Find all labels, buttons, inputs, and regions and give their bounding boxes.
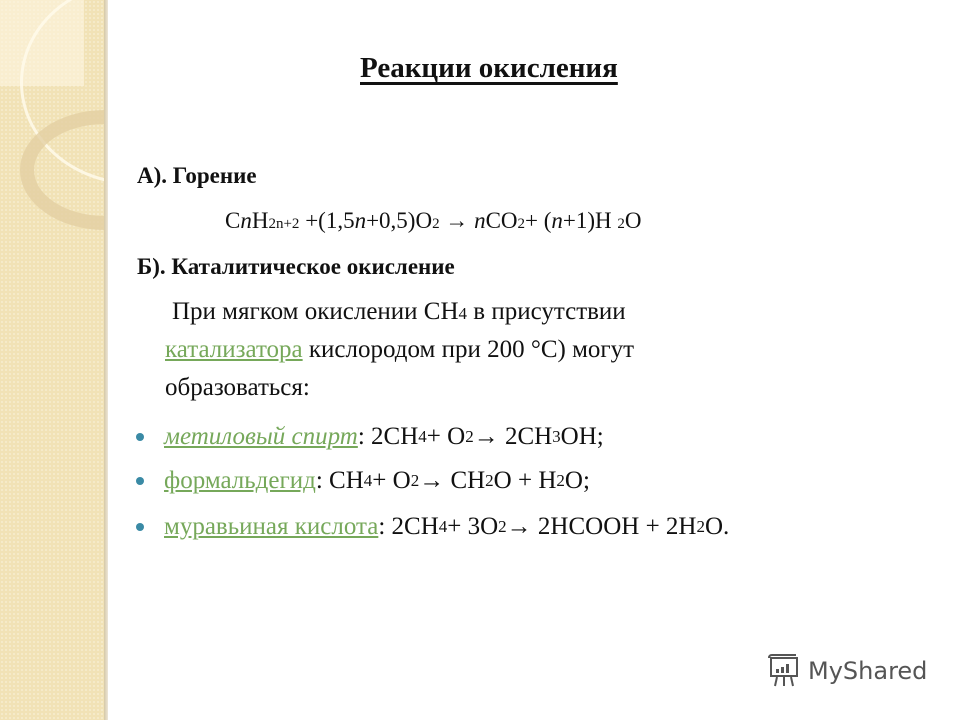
eq-text: + O bbox=[372, 467, 411, 494]
eq-text: → 2CH bbox=[473, 423, 553, 450]
eq-subscript: 2 bbox=[465, 427, 474, 446]
presentation-board-icon bbox=[766, 654, 802, 688]
slide-title: Реакции окисления bbox=[360, 52, 618, 84]
eq-text: O; bbox=[564, 467, 590, 494]
paragraph-line-3: образоваться: bbox=[165, 374, 310, 401]
watermark-text: MyShared bbox=[808, 657, 928, 685]
section-b-heading: Б). Каталитическое окисление bbox=[137, 254, 455, 279]
eq-subscript: 2 bbox=[617, 216, 625, 232]
para-text: в присутствии bbox=[467, 298, 626, 325]
formaldehyde-link[interactable]: формальдегид bbox=[164, 467, 316, 494]
eq-text: + ( bbox=[525, 208, 552, 233]
eq-subscript: 3 bbox=[552, 427, 561, 446]
bullet-icon bbox=[136, 523, 144, 531]
eq-text: : CH bbox=[315, 467, 364, 494]
eq-text: → CH bbox=[419, 467, 486, 494]
watermark-logo bbox=[766, 654, 927, 688]
paragraph-line-2 bbox=[165, 336, 634, 364]
eq-subscript: 2 bbox=[696, 517, 705, 536]
list-item bbox=[136, 467, 590, 495]
eq-text: +1)H bbox=[562, 208, 618, 233]
eq-text: O + H bbox=[493, 467, 557, 494]
eq-subscript: 2 bbox=[498, 517, 507, 536]
eq-text: CO bbox=[485, 208, 518, 233]
eq-subscript: 4 bbox=[438, 517, 448, 536]
eq-subscript: 2 bbox=[485, 471, 494, 490]
decorative-sidebar bbox=[0, 0, 104, 720]
eq-text: O bbox=[624, 208, 642, 233]
paragraph-line-1 bbox=[172, 298, 626, 326]
sidebar-edge bbox=[104, 0, 108, 720]
eq-text: → 2HCOOH + 2H bbox=[506, 513, 697, 540]
eq-subscript: 2 bbox=[556, 471, 565, 490]
combustion-equation bbox=[225, 208, 642, 234]
section-a-heading: А). Горение bbox=[137, 163, 257, 188]
eq-text: : 2CH bbox=[357, 423, 419, 450]
eq-subscript: 4 bbox=[418, 427, 427, 446]
eq-subscript: 2 bbox=[517, 216, 526, 232]
eq-text: C bbox=[225, 208, 241, 233]
eq-text: + O bbox=[426, 423, 466, 450]
eq-text: n bbox=[551, 208, 563, 233]
methanol-link[interactable]: метиловый спирт bbox=[164, 423, 358, 450]
eq-arrow: → bbox=[439, 208, 475, 233]
eq-text: +0,5)O bbox=[366, 208, 433, 233]
bullet-icon bbox=[136, 433, 144, 441]
list-item bbox=[136, 513, 729, 541]
list-item bbox=[136, 423, 604, 451]
formic-acid-link[interactable]: муравьиная кислота bbox=[164, 513, 379, 540]
eq-subscript: 2 bbox=[410, 471, 420, 490]
eq-text: n bbox=[240, 208, 252, 233]
eq-subscript: 2 bbox=[432, 216, 440, 232]
eq-text: : 2CH bbox=[378, 513, 439, 540]
eq-text: H bbox=[251, 208, 269, 233]
para-text: При мягком окислении CH bbox=[172, 298, 459, 325]
eq-subscript: 4 bbox=[363, 471, 373, 490]
eq-text: OH; bbox=[560, 423, 604, 450]
eq-text: n bbox=[474, 208, 486, 233]
para-text: кислородом при 200 °C) могут bbox=[302, 336, 635, 363]
eq-text: +(1,5 bbox=[299, 208, 355, 233]
eq-subscript: 2n+2 bbox=[268, 216, 300, 232]
eq-text: + 3O bbox=[447, 513, 499, 540]
eq-text: n bbox=[354, 208, 367, 233]
catalyst-link[interactable]: катализатора bbox=[165, 336, 303, 363]
eq-text: O. bbox=[704, 513, 730, 540]
para-subscript: 4 bbox=[458, 304, 468, 323]
bullet-icon bbox=[136, 477, 144, 485]
